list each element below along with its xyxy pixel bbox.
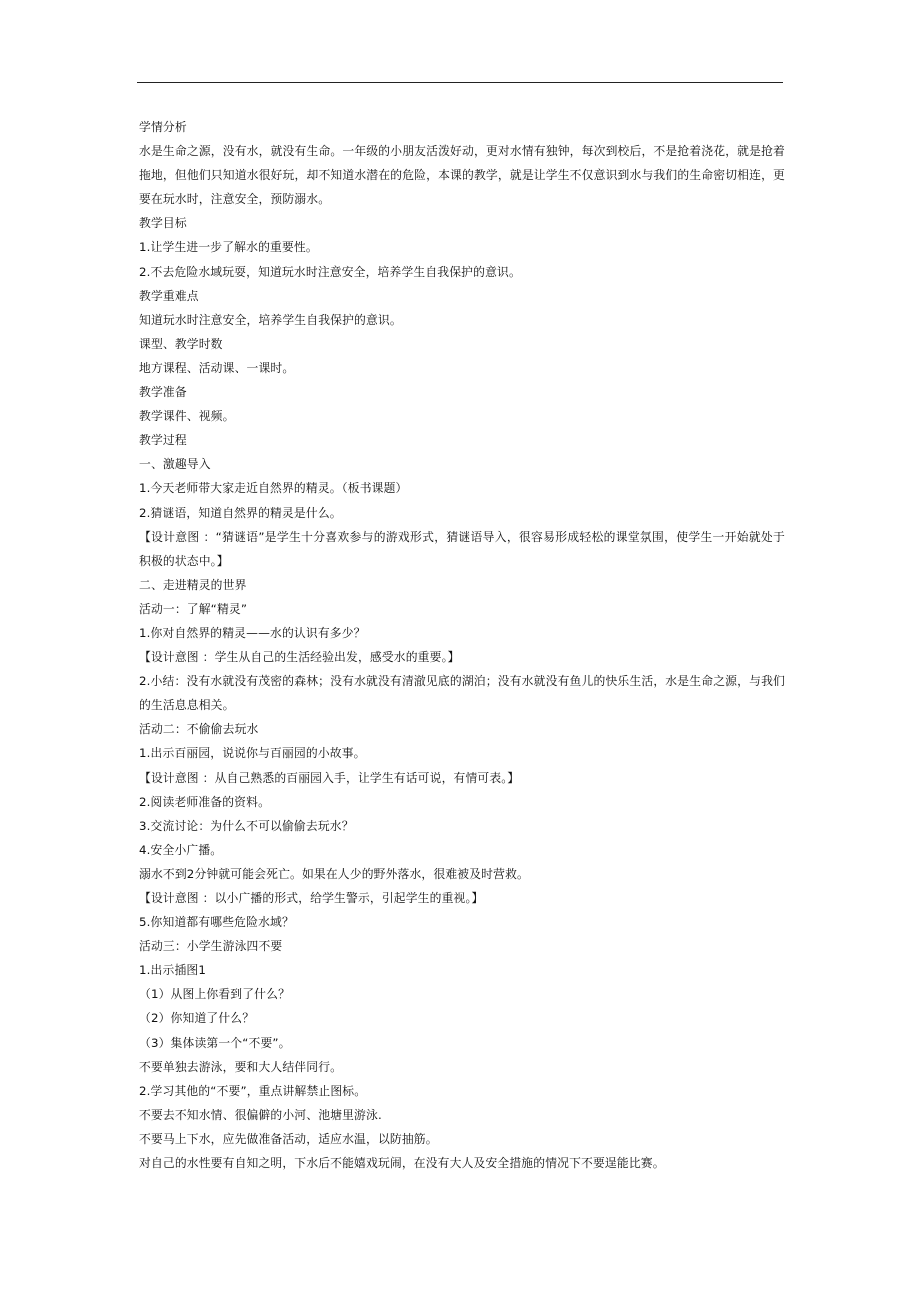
header-rule	[137, 82, 783, 83]
activity-1-item-1: 1.你对自然界的精灵——水的认识有多少？	[139, 625, 366, 640]
section-1-item-1: 1.今天老师带大家走近自然界的精灵。（板书课题）	[139, 481, 408, 496]
activity-2-item-5: 5.你知道都有哪些危险水域？	[139, 915, 294, 930]
document-body	[139, 115, 785, 1175]
section-1-title: 一、激趣导入	[139, 457, 211, 472]
activity-1-summary: 2.小结：没有水就没有茂密的森林；没有水就没有清澈见底的湖泊；没有水就没有鱼儿的快乐生活，水是生命之源，与我们的生活息息相关。	[139, 674, 785, 713]
design-intent-2: 【设计意图 ：学生从自己的生活经验出发，感受水的重要。】	[139, 650, 460, 665]
goal-item-2: 2.不去危险水域玩耍，知道玩水时注意安全，培养学生自我保护的意识。	[139, 264, 521, 279]
heading-lesson-type: 课型、教学时数	[139, 336, 223, 351]
activity-2-item-1: 1.出示百丽园，说说你与百丽园的小故事。	[139, 746, 366, 761]
rule-1-text: 不要单独去游泳，要和大人结伴同行。	[139, 1059, 343, 1074]
preparation-text: 教学课件、视频。	[139, 409, 235, 424]
rule-2-text: 不要去不知水情、很偏僻的小河、池塘里游泳.	[139, 1107, 382, 1122]
heading-preparation: 教学准备	[139, 385, 187, 400]
activity-3-subitem-1: （1）从图上你看到了什么？	[139, 987, 291, 1002]
design-intent-1: 【设计意图 ：“猜谜语”是学生十分喜欢参与的游戏形式，猜谜语导入，很容易形成轻松的课堂氛围，使学生一开始就处于积极的状态中。】	[139, 529, 785, 568]
activity-1-title: 活动一：了解“精灵”	[139, 601, 248, 616]
heading-key-points: 教学重难点	[139, 288, 199, 303]
design-intent-3: 【设计意图 ：从自己熟悉的百丽园入手，让学生有话可说，有情可表。】	[139, 770, 520, 785]
activity-2-title: 活动二：不偷偷去玩水	[139, 722, 259, 737]
activity-3-title: 活动三：小学生游泳四不要	[139, 939, 283, 954]
activity-2-item-4: 4.安全小广播。	[139, 842, 223, 857]
goal-item-1: 1.让学生进一步了解水的重要性。	[139, 240, 318, 255]
activity-2-item-3: 3.交流讨论：为什么不可以偷偷去玩水？	[139, 818, 354, 833]
paragraph-learning-analysis: 水是生命之源，没有水，就没有生命。一年级的小朋友活泼好动，更对水情有独钟，每次到校后，不是抢着浇花，就是抢着拖地，但他们只知道水很好玩，却不知道水潜在的危险，本课的教学，就是让学生不仅意识到水与我们的生命密切相连，更要在玩水时，注意安全，预防溺水。	[139, 144, 785, 207]
rule-4-text: 对自己的水性要有自知之明，下水后不能嬉戏玩闹，在没有大人及安全措施的情况下不要逞能比赛。	[139, 1156, 665, 1171]
heading-teaching-process: 教学过程	[139, 433, 187, 448]
activity-2-item-2: 2.阅读老师准备的资料。	[139, 794, 271, 809]
design-intent-4: 【设计意图 ：以小广播的形式，给学生警示，引起学生的重视。】	[139, 891, 484, 905]
safety-broadcast-text: 溺水不到2分钟就可能会死亡。如果在人少的野外落水，很难被及时营救。	[139, 866, 529, 881]
rule-3-text: 不要马上下水，应先做准备活动，适应水温，以防抽筋。	[139, 1131, 438, 1146]
activity-3-subitem-3: （3）集体读第一个“不要”。	[139, 1035, 291, 1050]
section-2-title: 二、走进精灵的世界	[139, 577, 247, 592]
activity-3-subitem-2: （2）你知道了什么？	[139, 1011, 255, 1026]
activity-3-item-2: 2.学习其他的“不要”，重点讲解禁止图标。	[139, 1083, 367, 1098]
heading-learning-analysis: 学情分析	[139, 120, 187, 134]
key-points-text: 知道玩水时注意安全，培养学生自我保护的意识。	[139, 312, 402, 327]
section-1-item-2: 2.猜谜语，知道自然界的精灵是什么。	[139, 505, 342, 520]
lesson-type-text: 地方课程、活动课、一课时。	[139, 360, 295, 375]
heading-teaching-goals: 教学目标	[139, 216, 187, 231]
activity-3-item-1: 1.出示插图1	[139, 963, 206, 978]
